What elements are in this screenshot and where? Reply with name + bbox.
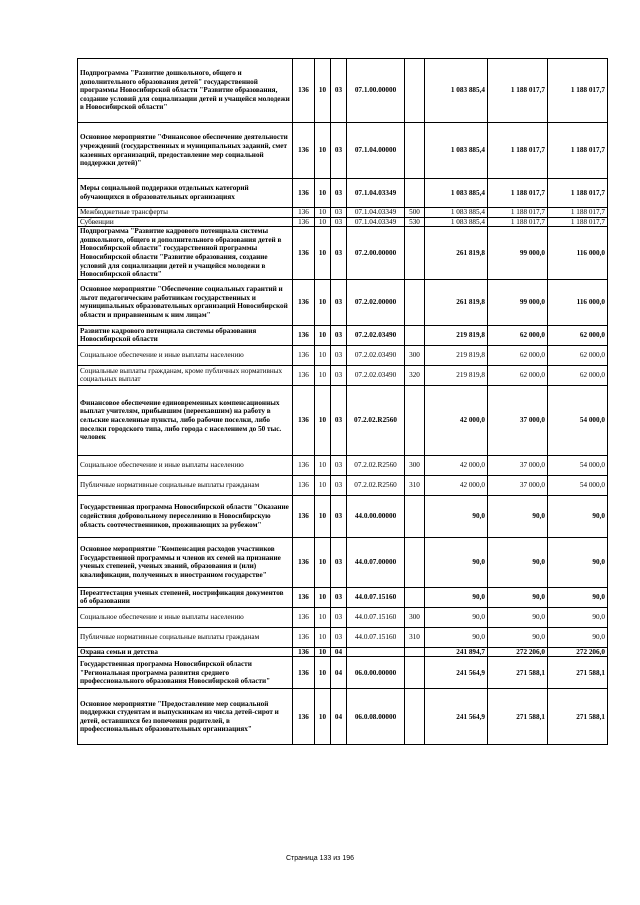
- cell-grbs: 136: [293, 627, 315, 647]
- table-row: [78, 537, 608, 587]
- cell-grbs: 136: [293, 345, 315, 365]
- cell-expense-type: [405, 647, 425, 657]
- cell-grbs: 136: [293, 217, 315, 227]
- cell-section: 10: [315, 587, 331, 607]
- cell-amount-2: 90,0: [488, 537, 548, 587]
- table-row: [78, 227, 608, 280]
- table-row: [78, 123, 608, 179]
- cell-amount-1: 90,0: [425, 627, 488, 647]
- cell-expense-type: 530: [405, 217, 425, 227]
- cell-name: Подпрограмма "Развитие кадрового потенциала системы дошкольного, общего и дополнительного образования детей в Новосибирской области" государственной программы Новосибирской области "Развитие образования, создание условий для социализации детей и учащейся молодежи в Новосибирской области": [78, 227, 293, 280]
- cell-expense-type: [405, 227, 425, 280]
- cell-section: 10: [315, 657, 331, 689]
- cell-amount-3: 1 188 017,7: [548, 208, 608, 218]
- cell-amount-1: 219 819,8: [425, 365, 488, 385]
- cell-amount-3: 1 188 017,7: [548, 217, 608, 227]
- cell-amount-1: 90,0: [425, 587, 488, 607]
- cell-target-article: 07.2.02.03490: [347, 325, 405, 345]
- cell-amount-2: 271 588,1: [488, 657, 548, 689]
- cell-target-article: 07.2.02.R2560: [347, 385, 405, 455]
- cell-grbs: 136: [293, 689, 315, 745]
- cell-target-article: 07.2.02.00000: [347, 279, 405, 325]
- cell-subsection: 03: [331, 365, 347, 385]
- cell-section: 10: [315, 208, 331, 218]
- cell-amount-3: 1 188 017,7: [548, 179, 608, 208]
- cell-amount-3: 90,0: [548, 607, 608, 627]
- cell-grbs: 136: [293, 123, 315, 179]
- cell-expense-type: [405, 657, 425, 689]
- cell-grbs: 136: [293, 495, 315, 537]
- cell-subsection: 03: [331, 279, 347, 325]
- cell-expense-type: [405, 179, 425, 208]
- cell-target-article: 44.0.07.00000: [347, 537, 405, 587]
- cell-amount-3: 271 588,1: [548, 657, 608, 689]
- cell-amount-1: 241 564,9: [425, 657, 488, 689]
- table-row: [78, 689, 608, 745]
- cell-target-article: 07.1.04.03349: [347, 217, 405, 227]
- cell-name: Субвенции: [78, 217, 293, 227]
- table-row: [78, 475, 608, 495]
- cell-amount-2: 271 588,1: [488, 689, 548, 745]
- cell-section: 10: [315, 179, 331, 208]
- cell-target-article: 07.2.02.03490: [347, 365, 405, 385]
- cell-section: 10: [315, 345, 331, 365]
- table-row: [78, 59, 608, 123]
- cell-amount-3: 90,0: [548, 495, 608, 537]
- cell-section: 10: [315, 217, 331, 227]
- cell-expense-type: 310: [405, 475, 425, 495]
- cell-grbs: 136: [293, 647, 315, 657]
- cell-subsection: 03: [331, 537, 347, 587]
- cell-grbs: 136: [293, 455, 315, 475]
- cell-subsection: 03: [331, 495, 347, 537]
- table-row: [78, 279, 608, 325]
- cell-amount-2: 1 188 017,7: [488, 179, 548, 208]
- cell-target-article: 44.0.07.15160: [347, 627, 405, 647]
- cell-amount-2: 99 000,0: [488, 227, 548, 280]
- cell-section: 10: [315, 647, 331, 657]
- table-row: [78, 627, 608, 647]
- cell-target-article: 07.2.02.03490: [347, 345, 405, 365]
- cell-expense-type: [405, 279, 425, 325]
- cell-amount-3: 62 000,0: [548, 325, 608, 345]
- cell-subsection: 03: [331, 455, 347, 475]
- table-row: [78, 587, 608, 607]
- cell-section: 10: [315, 279, 331, 325]
- cell-amount-2: 1 188 017,7: [488, 59, 548, 123]
- cell-amount-2: 1 188 017,7: [488, 208, 548, 218]
- cell-name: Основное мероприятие "Предоставление мер социальной поддержки студентам и выпускникам из числа детей-сирот и детей, оставшихся без попечения родителей, в профессиональных образовательных организациях": [78, 689, 293, 745]
- cell-amount-1: 241 894,7: [425, 647, 488, 657]
- cell-expense-type: 310: [405, 627, 425, 647]
- cell-subsection: 03: [331, 627, 347, 647]
- cell-name: Социальное обеспечение и иные выплаты населению: [78, 455, 293, 475]
- cell-amount-2: 90,0: [488, 587, 548, 607]
- cell-name: Государственная программа Новосибирской области "Оказание содействия добровольному переселению в Новосибирскую область соотечественников, проживающих за рубежом": [78, 495, 293, 537]
- cell-name: Публичные нормативные социальные выплаты гражданам: [78, 627, 293, 647]
- cell-amount-2: 90,0: [488, 607, 548, 627]
- cell-section: 10: [315, 385, 331, 455]
- cell-target-article: 07.2.02.R2560: [347, 455, 405, 475]
- cell-amount-1: 1 083 885,4: [425, 179, 488, 208]
- cell-name: Охрана семьи и детства: [78, 647, 293, 657]
- cell-amount-1: 219 819,8: [425, 325, 488, 345]
- table-row: [78, 657, 608, 689]
- table-row: [78, 325, 608, 345]
- cell-amount-3: 272 206,0: [548, 647, 608, 657]
- cell-grbs: 136: [293, 59, 315, 123]
- cell-amount-3: 54 000,0: [548, 455, 608, 475]
- cell-amount-1: 241 564,9: [425, 689, 488, 745]
- cell-amount-3: 1 188 017,7: [548, 123, 608, 179]
- cell-grbs: 136: [293, 179, 315, 208]
- cell-target-article: 07.1.04.00000: [347, 123, 405, 179]
- cell-amount-1: 42 000,0: [425, 455, 488, 475]
- cell-grbs: 136: [293, 279, 315, 325]
- cell-subsection: 03: [331, 475, 347, 495]
- cell-subsection: 03: [331, 227, 347, 280]
- cell-expense-type: 300: [405, 455, 425, 475]
- table-row: [78, 365, 608, 385]
- cell-name: Публичные нормативные социальные выплаты гражданам: [78, 475, 293, 495]
- cell-amount-1: 42 000,0: [425, 385, 488, 455]
- cell-amount-1: 42 000,0: [425, 475, 488, 495]
- cell-name: Финансовое обеспечение единовременных компенсационных выплат учителям, прибывшим (переехавшим) на работу в сельские населенные пункты, либо рабочие поселки, либо поселки городского типа, либо города с населением до 50 тыс. человек: [78, 385, 293, 455]
- cell-section: 10: [315, 627, 331, 647]
- cell-section: 10: [315, 537, 331, 587]
- cell-target-article: 06.0.00.00000: [347, 657, 405, 689]
- table-row: [78, 217, 608, 227]
- cell-name: Основное мероприятие "Финансовое обеспечение деятельности учреждений (государственных и муниципальных заданий, смет казенных организаций, предоставление мер социальной поддержки детей)": [78, 123, 293, 179]
- cell-subsection: 03: [331, 59, 347, 123]
- cell-target-article: 07.2.00.00000: [347, 227, 405, 280]
- cell-amount-1: 1 083 885,4: [425, 123, 488, 179]
- cell-amount-1: 219 819,8: [425, 345, 488, 365]
- cell-amount-3: 54 000,0: [548, 385, 608, 455]
- cell-amount-2: 1 188 017,7: [488, 123, 548, 179]
- table-row: [78, 385, 608, 455]
- cell-amount-1: 261 819,8: [425, 227, 488, 280]
- cell-target-article: 07.1.00.00000: [347, 59, 405, 123]
- cell-section: 10: [315, 689, 331, 745]
- cell-amount-1: 90,0: [425, 607, 488, 627]
- budget-table-body: [78, 59, 608, 745]
- table-row: [78, 607, 608, 627]
- cell-expense-type: [405, 537, 425, 587]
- cell-grbs: 136: [293, 385, 315, 455]
- cell-name: Основное мероприятие "Компенсация расходов участников Государственной программы и членов их семей на признание ученых степеней, ученых званий, образования и (или) квалификации, полученных в иностранном государстве": [78, 537, 293, 587]
- cell-subsection: 04: [331, 647, 347, 657]
- cell-section: 10: [315, 495, 331, 537]
- cell-target-article: 44.0.07.15160: [347, 587, 405, 607]
- cell-subsection: 03: [331, 587, 347, 607]
- cell-grbs: 136: [293, 537, 315, 587]
- cell-amount-1: 261 819,8: [425, 279, 488, 325]
- cell-grbs: 136: [293, 365, 315, 385]
- cell-amount-1: 1 083 885,4: [425, 59, 488, 123]
- cell-target-article: 44.0.00.00000: [347, 495, 405, 537]
- cell-amount-2: 90,0: [488, 495, 548, 537]
- cell-section: 10: [315, 475, 331, 495]
- cell-expense-type: [405, 689, 425, 745]
- cell-amount-3: 116 000,0: [548, 279, 608, 325]
- cell-expense-type: [405, 495, 425, 537]
- cell-name: Межбюджетные трансферты: [78, 208, 293, 218]
- cell-grbs: 136: [293, 208, 315, 218]
- cell-name: Меры социальной поддержки отдельных категорий обучающихся в образовательных организациях: [78, 179, 293, 208]
- cell-section: 10: [315, 59, 331, 123]
- cell-expense-type: [405, 59, 425, 123]
- cell-subsection: 03: [331, 385, 347, 455]
- cell-amount-1: 90,0: [425, 537, 488, 587]
- cell-grbs: 136: [293, 587, 315, 607]
- cell-grbs: 136: [293, 325, 315, 345]
- cell-subsection: 03: [331, 179, 347, 208]
- cell-amount-2: 37 000,0: [488, 455, 548, 475]
- cell-amount-2: 37 000,0: [488, 385, 548, 455]
- cell-amount-2: 62 000,0: [488, 325, 548, 345]
- cell-subsection: 03: [331, 217, 347, 227]
- cell-subsection: 04: [331, 689, 347, 745]
- cell-section: 10: [315, 227, 331, 280]
- cell-expense-type: 300: [405, 607, 425, 627]
- cell-amount-2: 90,0: [488, 627, 548, 647]
- cell-amount-1: 1 083 885,4: [425, 208, 488, 218]
- cell-section: 10: [315, 365, 331, 385]
- cell-amount-3: 54 000,0: [548, 475, 608, 495]
- cell-name: Государственная программа Новосибирской области "Региональная программа развития среднего профессионального образования Новосибирской области": [78, 657, 293, 689]
- cell-grbs: 136: [293, 657, 315, 689]
- cell-amount-3: 62 000,0: [548, 365, 608, 385]
- table-row: [78, 455, 608, 475]
- cell-subsection: 03: [331, 325, 347, 345]
- cell-name: Переаттестация ученых степеней, нострификация документов об образовании: [78, 587, 293, 607]
- table-row: [78, 345, 608, 365]
- cell-section: 10: [315, 325, 331, 345]
- page-number: Страница 133 из 196: [285, 855, 355, 862]
- cell-section: 10: [315, 123, 331, 179]
- cell-amount-3: 90,0: [548, 587, 608, 607]
- cell-target-article: [347, 647, 405, 657]
- cell-expense-type: [405, 587, 425, 607]
- cell-amount-1: 1 083 885,4: [425, 217, 488, 227]
- cell-amount-1: 90,0: [425, 495, 488, 537]
- cell-subsection: 03: [331, 345, 347, 365]
- cell-expense-type: [405, 325, 425, 345]
- cell-target-article: 06.0.08.00000: [347, 689, 405, 745]
- cell-subsection: 03: [331, 607, 347, 627]
- cell-grbs: 136: [293, 475, 315, 495]
- cell-amount-2: 62 000,0: [488, 365, 548, 385]
- table-row: [78, 208, 608, 218]
- cell-name: Социальные выплаты гражданам, кроме публичных нормативных социальных выплат: [78, 365, 293, 385]
- cell-name: Социальное обеспечение и иные выплаты населению: [78, 607, 293, 627]
- cell-section: 10: [315, 455, 331, 475]
- cell-expense-type: 300: [405, 345, 425, 365]
- cell-grbs: 136: [293, 227, 315, 280]
- cell-expense-type: 500: [405, 208, 425, 218]
- cell-subsection: 04: [331, 657, 347, 689]
- cell-expense-type: [405, 385, 425, 455]
- cell-amount-2: 272 206,0: [488, 647, 548, 657]
- cell-target-article: 07.1.04.03349: [347, 208, 405, 218]
- cell-subsection: 03: [331, 208, 347, 218]
- cell-name: Основное мероприятие "Обеспечение социальных гарантий и льгот педагогическим работникам государственных и муниципальных образовательных организаций Новосибирской области и приравненным к ним лицам": [78, 279, 293, 325]
- cell-amount-3: 116 000,0: [548, 227, 608, 280]
- cell-expense-type: 320: [405, 365, 425, 385]
- cell-expense-type: [405, 123, 425, 179]
- cell-grbs: 136: [293, 607, 315, 627]
- cell-amount-2: 62 000,0: [488, 345, 548, 365]
- cell-name: Развитие кадрового потенциала системы образования Новосибирской области: [78, 325, 293, 345]
- cell-name: Социальное обеспечение и иные выплаты населению: [78, 345, 293, 365]
- table-row: [78, 495, 608, 537]
- cell-section: 10: [315, 607, 331, 627]
- cell-amount-3: 271 588,1: [548, 689, 608, 745]
- cell-amount-3: 90,0: [548, 537, 608, 587]
- table-row: [78, 179, 608, 208]
- cell-target-article: 44.0.07.15160: [347, 607, 405, 627]
- cell-amount-3: 90,0: [548, 627, 608, 647]
- budget-table: [77, 58, 608, 745]
- cell-name: Подпрограмма "Развитие дошкольного, общего и дополнительного образования детей" государственной программы Новосибирской области "Развитие образования, создание условий для социализации детей и учащейся молодежи в Новосибирской области": [78, 59, 293, 123]
- cell-target-article: 07.1.04.03349: [347, 179, 405, 208]
- cell-amount-2: 99 000,0: [488, 279, 548, 325]
- cell-subsection: 03: [331, 123, 347, 179]
- cell-target-article: 07.2.02.R2560: [347, 475, 405, 495]
- cell-amount-2: 37 000,0: [488, 475, 548, 495]
- cell-amount-3: 62 000,0: [548, 345, 608, 365]
- table-row: [78, 647, 608, 657]
- cell-amount-2: 1 188 017,7: [488, 217, 548, 227]
- cell-amount-3: 1 188 017,7: [548, 59, 608, 123]
